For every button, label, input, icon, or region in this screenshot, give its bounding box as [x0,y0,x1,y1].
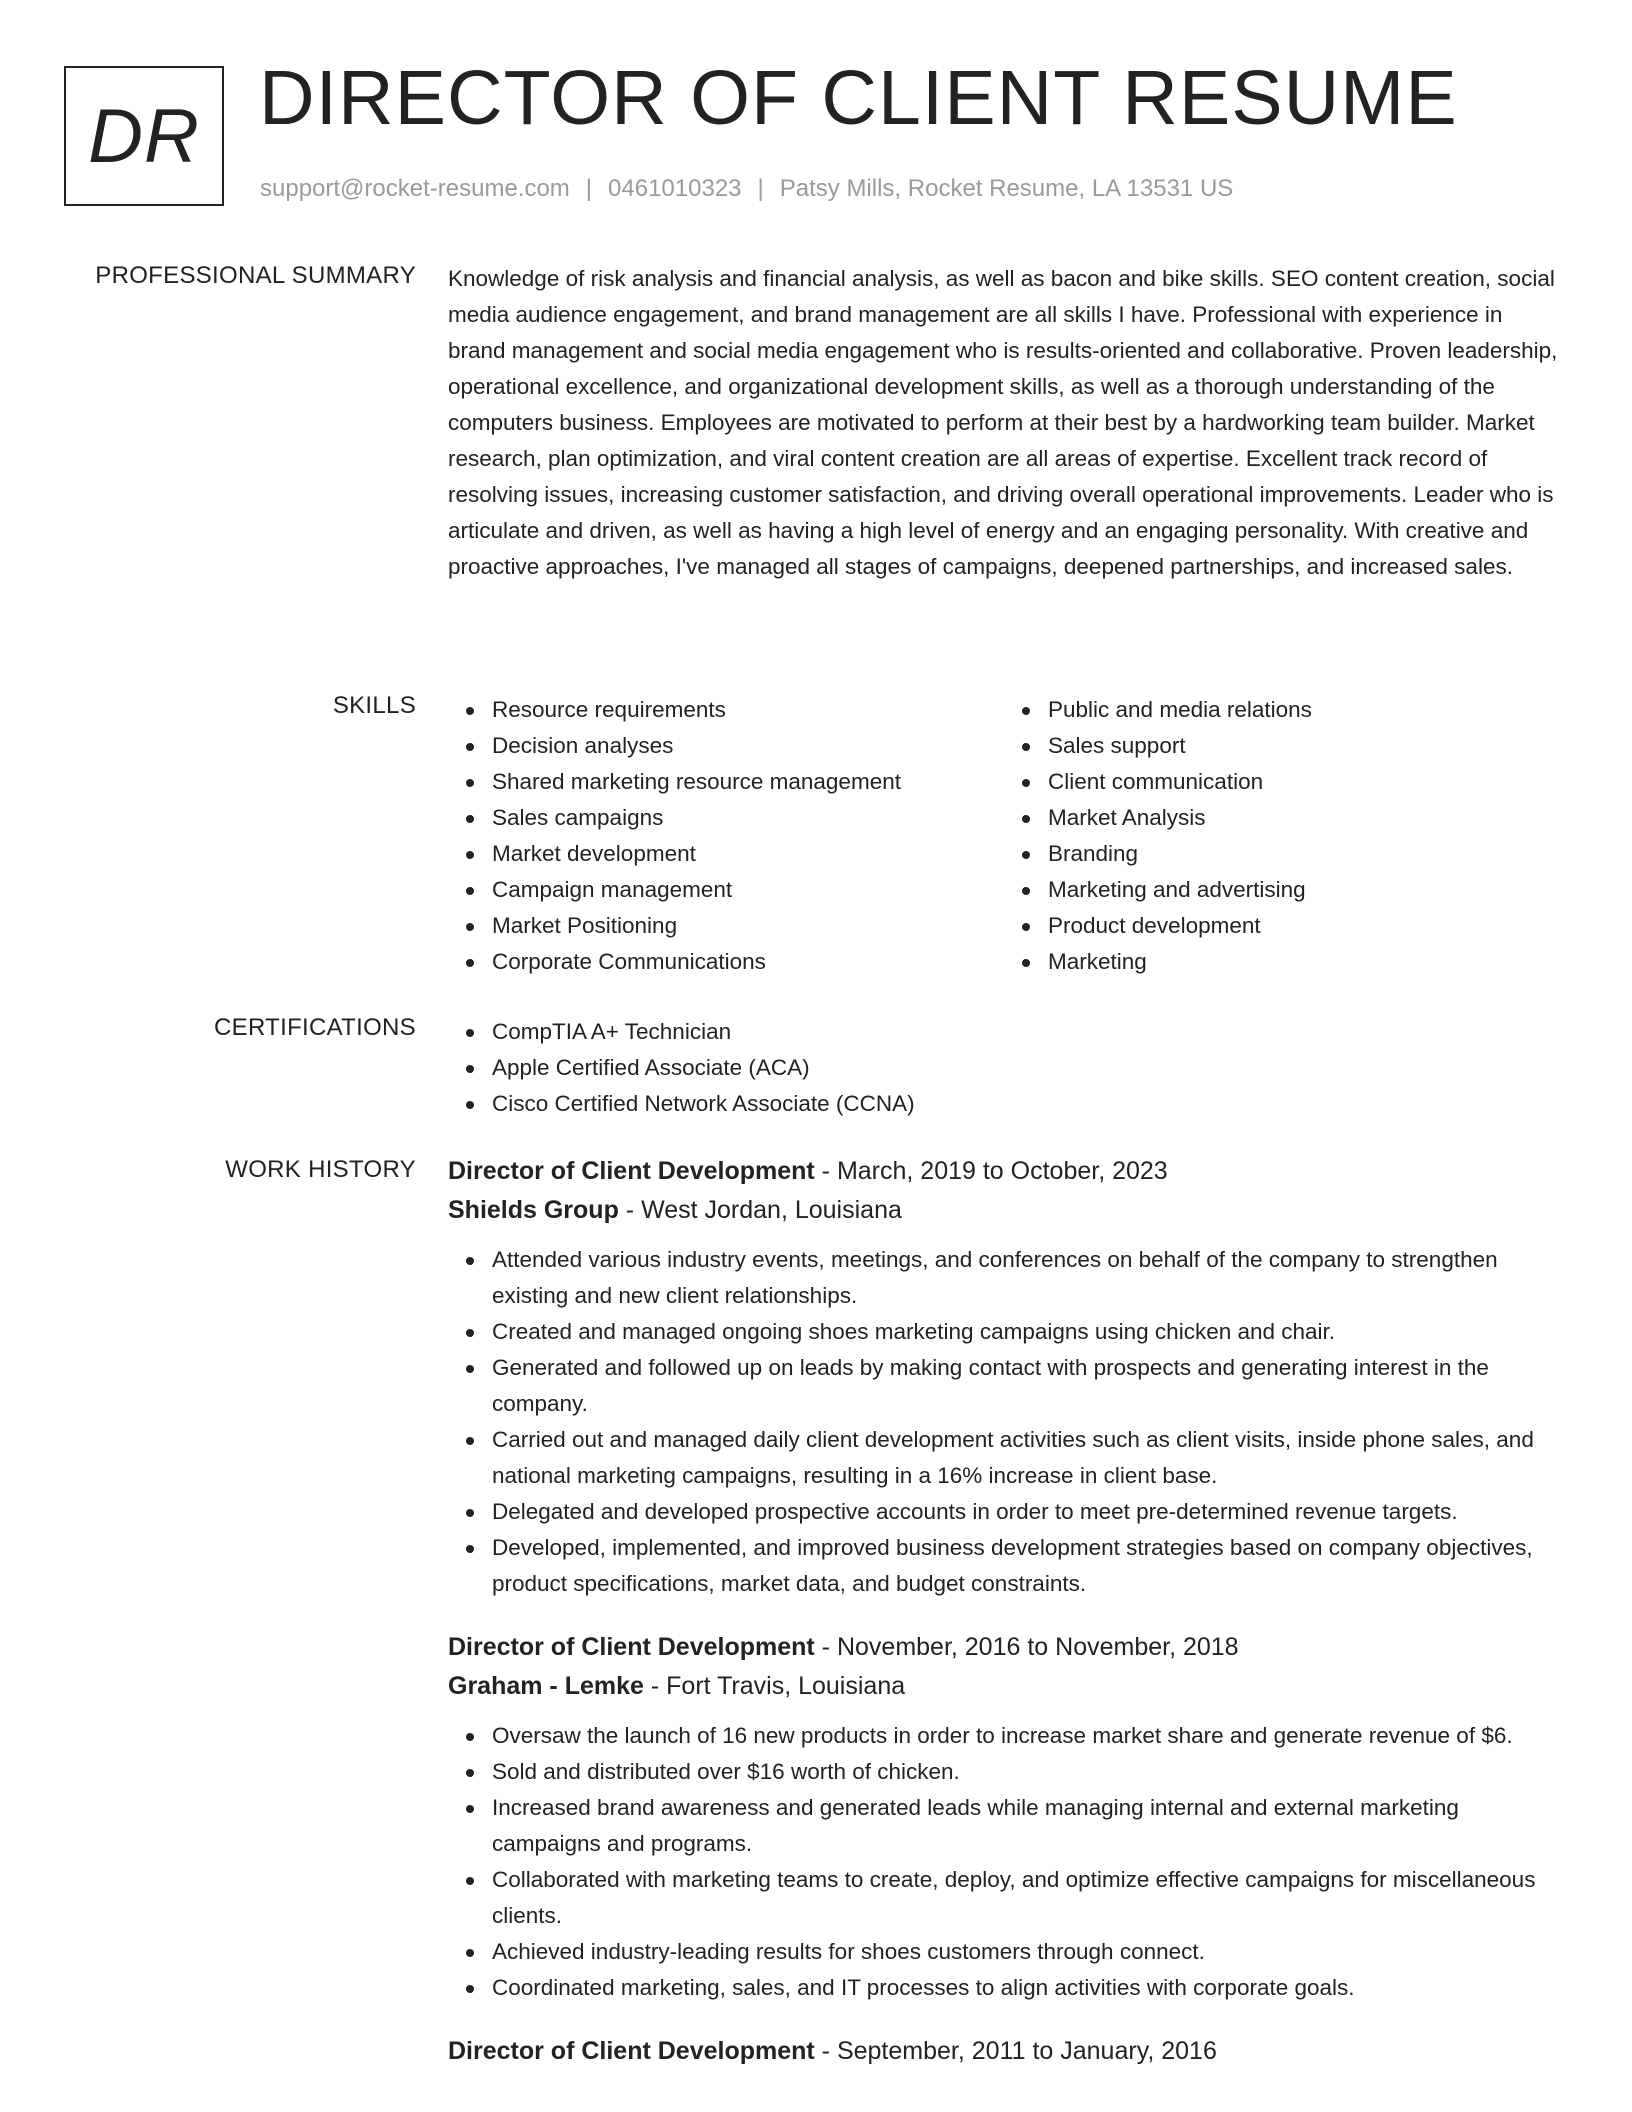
contact-address: Patsy Mills, Rocket Resume, LA 13531 US [779,175,1234,202]
job-bullet: Attended various industry events, meetings, and conferences on behalf of the company to strengthen existing and new client relationships. [492,1242,1560,1314]
skill-item: Public and media relations [1048,692,1560,728]
summary-body [448,261,1560,585]
job-bullet: Created and managed ongoing shoes marketing campaigns using chicken and chair. [492,1314,1560,1350]
skill-item: Market development [492,836,1004,872]
skill-item: Branding [1048,836,1560,872]
summary-text: Knowledge of risk analysis and financial analysis, as well as bacon and bike skills. SEO content creation, social media audience engagement, and brand management are all skills I have. Professional with experience in brand management and social media engagement who is results-oriented and collaborative. Proven leadership, operational excellence, and organizational development skills, as well as a thorough understanding of the computers business. Employees are motivated to perform at their best by a hardworking team builder. Market research, plan optimization, and viral content creation are all areas of expertise. Excellent track record of resolving issues, increasing customer satisfaction, and driving overall operational improvements. Leader who is articulate and driven, as well as having a high level of energy and an engaging personality. With creative and proactive approaches, I've managed all stages of campaigns, deepened partnerships, and increased sales. [448,266,1558,579]
certification-item: Cisco Certified Network Associate (CCNA) [492,1086,1560,1122]
skill-item: Sales campaigns [492,800,1004,836]
certifications-list [448,1014,1560,1122]
skill-item: Sales support [1048,728,1560,764]
job-company: Shields Group [448,1196,619,1224]
skill-item: Decision analyses [492,728,1004,764]
job-bullet: Coordinated marketing, sales, and IT processes to align activities with corporate goals. [492,1970,1560,2006]
skill-item: Market Positioning [492,908,1004,944]
job-bullet: Oversaw the launch of 16 new products in order to increase market share and generate revenue of $6. [492,1718,1560,1754]
job-dates: - March, 2019 to October, 2023 [814,1157,1168,1185]
job-bullet: Collaborated with marketing teams to create, deploy, and optimize effective campaigns for miscellaneous clients. [492,1862,1560,1934]
job-title: Director of Client Development [448,1633,815,1661]
job-bullet: Generated and followed up on leads by making contact with prospects and generating interest in the company. [492,1350,1560,1422]
skill-item: Shared marketing resource management [492,764,1004,800]
job-bullet: Sold and distributed over $16 worth of chicken. [492,1754,1560,1790]
job-dates: - September, 2011 to January, 2016 [814,2037,1217,2065]
skills-list-right [1004,692,1560,980]
contact-separator: | [757,175,764,202]
job-title-line [448,1152,1560,1191]
work-history-body [448,1152,1560,2097]
contact-line [260,175,1233,203]
page-title: DIRECTOR OF CLIENT RESUME [259,55,1458,141]
job-bullet: Achieved industry-leading results for shoes customers through connect. [492,1934,1560,1970]
job-company: Graham - Lemke [448,1672,644,1700]
skill-item: Marketing [1048,944,1560,980]
skills-columns [448,692,1560,980]
skill-item: Market Analysis [1048,800,1560,836]
job-title: Director of Client Development [448,2037,815,2065]
job-bullet-list [448,1718,1560,2006]
job-bullet: Delegated and developed prospective accounts in order to meet pre-determined revenue targets. [492,1494,1560,1530]
section-label-work-history: WORK HISTORY [225,1156,416,1183]
job-company-line [448,1667,1560,1706]
contact-separator: | [585,175,593,202]
job-title-line [448,1628,1560,1667]
job-dates: - November, 2016 to November, 2018 [814,1633,1239,1661]
contact-email: support@rocket-resume.com [260,175,570,202]
job-title: Director of Client Development [448,1157,815,1185]
monogram-badge: DR [64,66,224,206]
job-bullet-list [448,1242,1560,1602]
job-bullet: Increased brand awareness and generated leads while managing internal and external marketing campaigns and programs. [492,1790,1560,1862]
section-label-skills: SKILLS [332,692,416,719]
skill-item: Client communication [1048,764,1560,800]
job-entry [448,2032,1560,2071]
skill-item: Marketing and advertising [1048,872,1560,908]
certification-item: Apple Certified Associate (ACA) [492,1050,1560,1086]
skills-list-left [448,692,1004,980]
skill-item: Campaign management [492,872,1004,908]
skill-item: Resource requirements [492,692,1004,728]
job-company-line [448,1191,1560,1230]
certification-item: CompTIA A+ Technician [492,1014,1560,1050]
job-location: - Fort Travis, Louisiana [643,1672,906,1700]
job-entry [448,1152,1560,1602]
job-bullet: Developed, implemented, and improved business development strategies based on company objectives, product specifications, market data, and budget constraints. [492,1530,1560,1602]
skill-item: Product development [1048,908,1560,944]
contact-phone: 0461010323 [608,175,742,202]
certifications-body [448,1014,1560,1122]
job-title-line [448,2032,1560,2071]
skills-body [448,692,1560,980]
job-entry [448,1628,1560,2006]
section-label-certifications: CERTIFICATIONS [214,1014,416,1041]
section-label-summary: PROFESSIONAL SUMMARY [95,262,416,289]
job-location: - West Jordan, Louisiana [618,1196,902,1224]
job-bullet: Carried out and managed daily client development activities such as client visits, inside phone sales, and national marketing campaigns, resulting in a 16% increase in client base. [492,1422,1560,1494]
skill-item: Corporate Communications [492,944,1004,980]
